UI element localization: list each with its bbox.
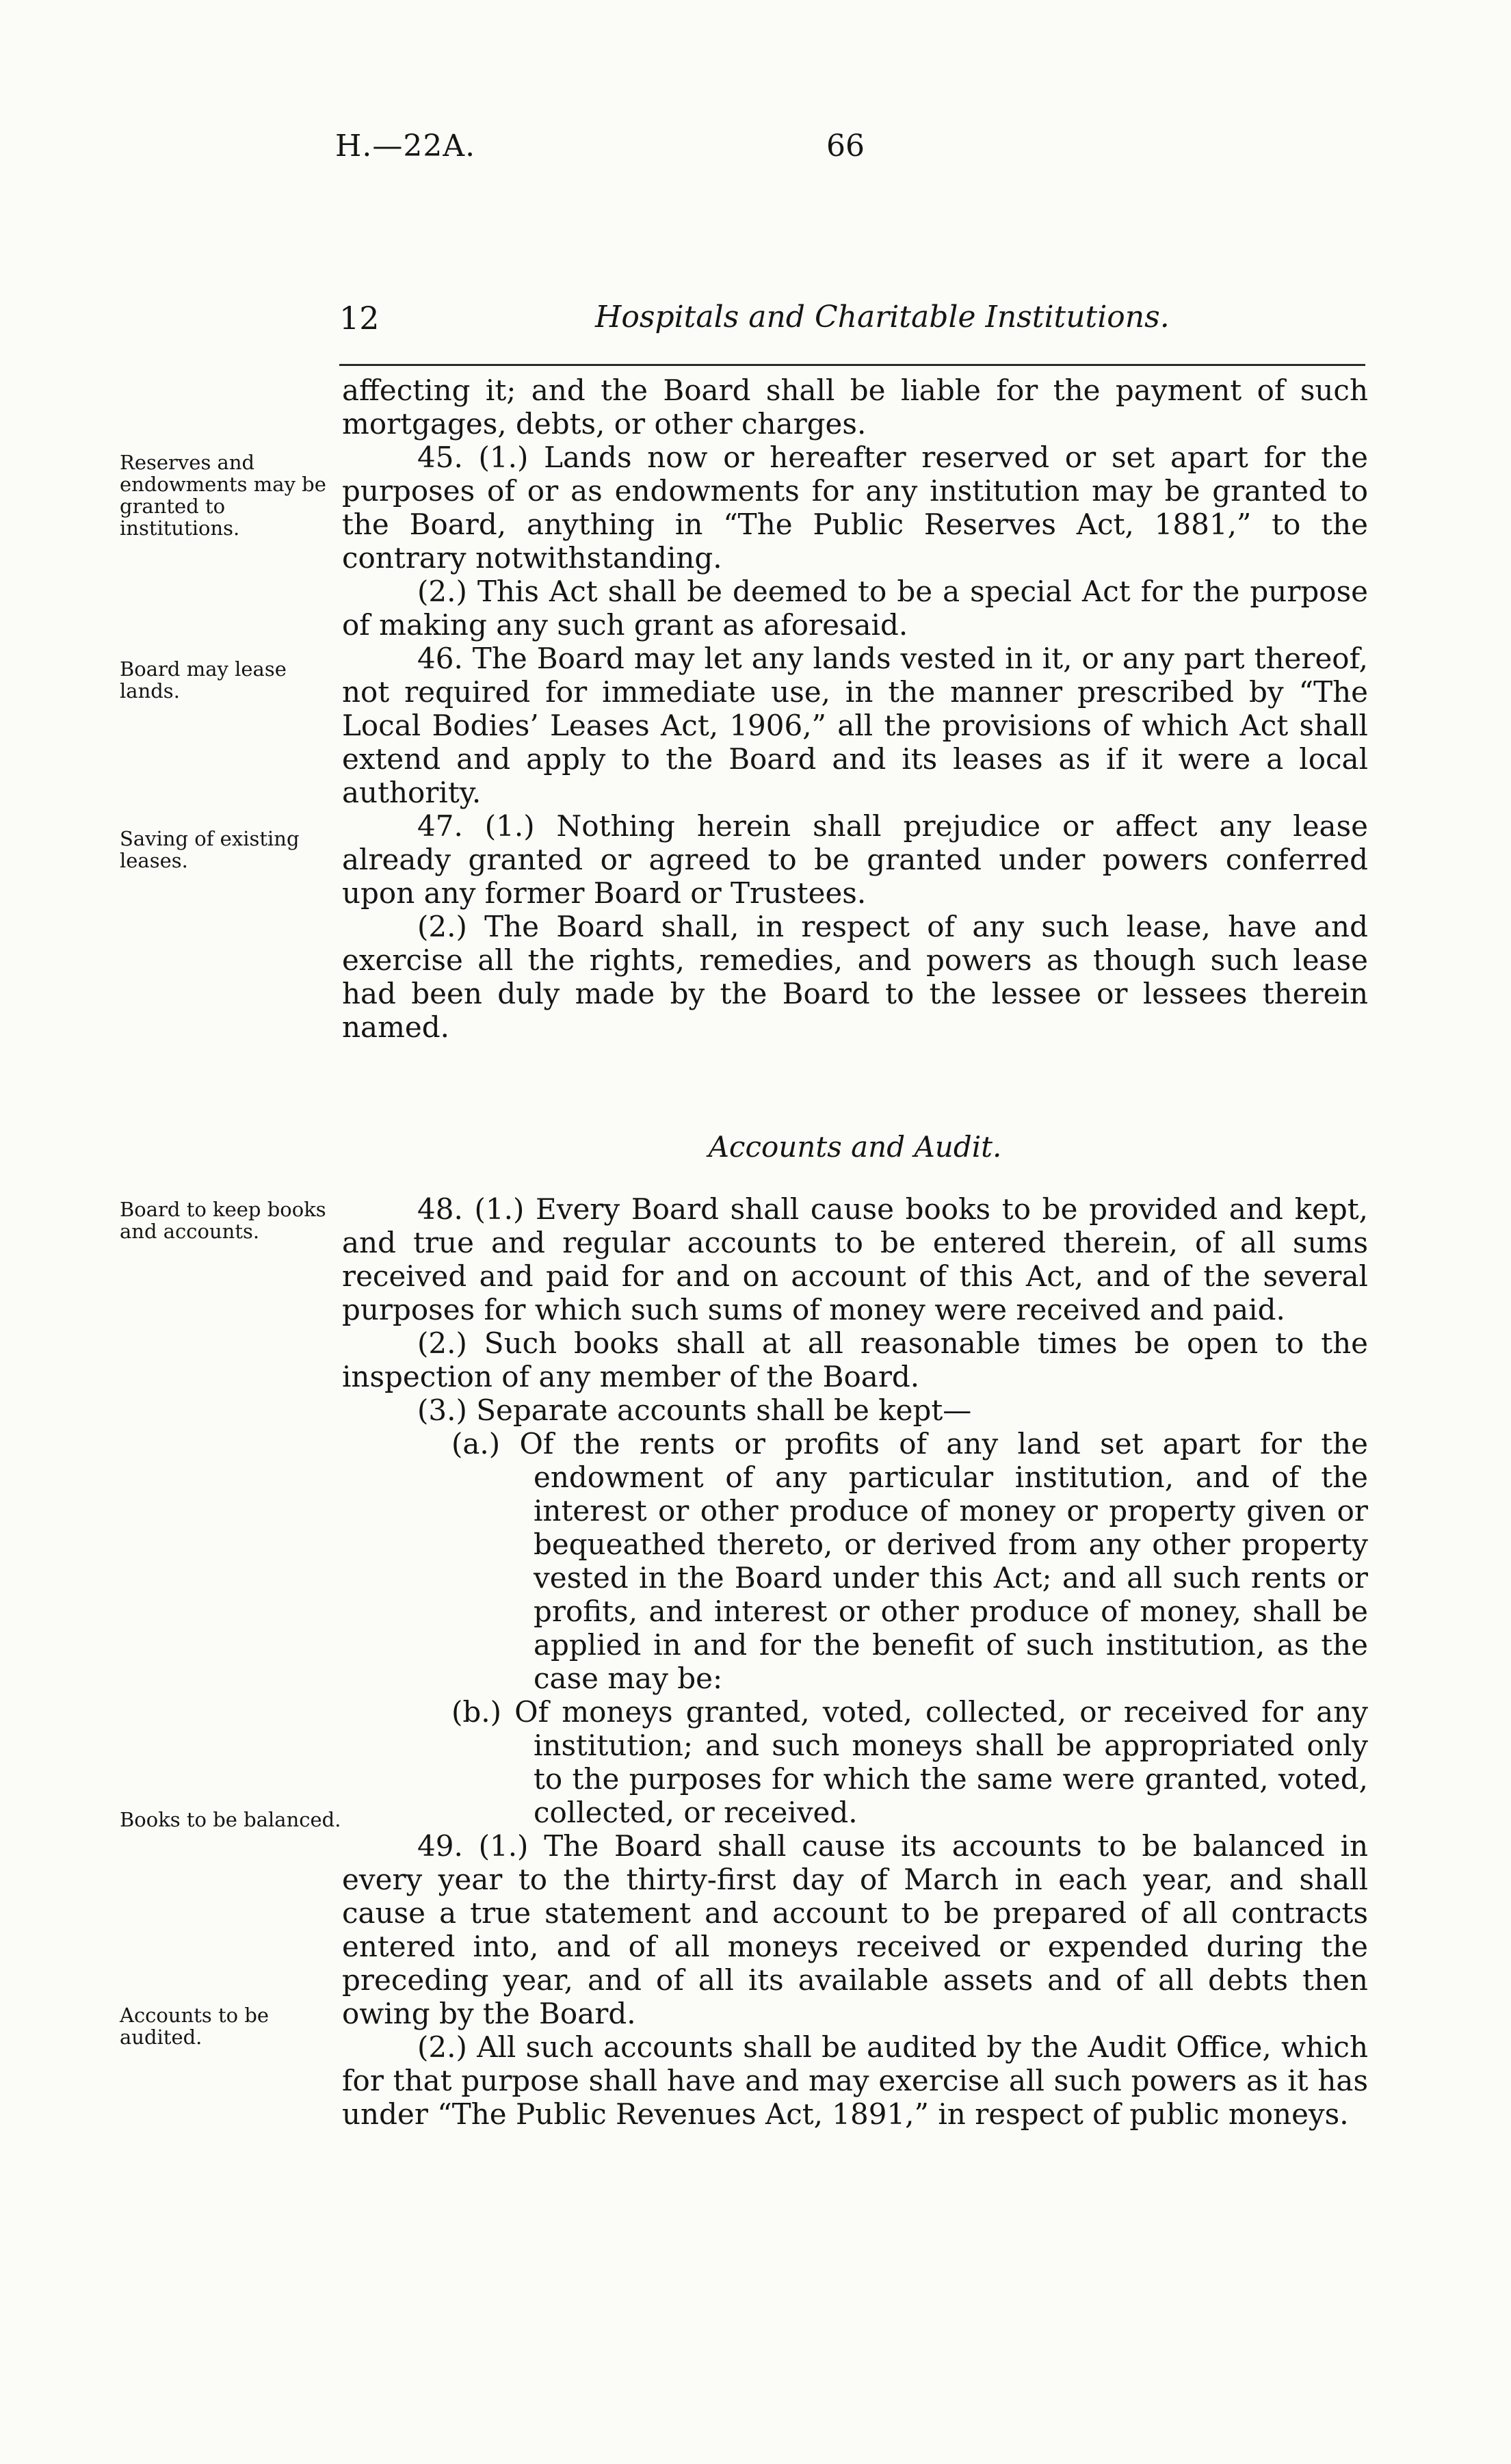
document-reference: H.—22A.	[335, 129, 476, 163]
continuation-paragraph: affecting it; and the Board shall be liable for the payment of such mortgages, debts, or other charges.	[342, 373, 1368, 441]
section-heading-accounts-audit: Accounts and Audit.	[708, 1130, 1002, 1164]
margin-note-books-balanced: Books to be balanced.	[120, 1808, 341, 1831]
section-48-3: (3.) Separate accounts shall be kept—	[417, 1393, 972, 1427]
section-45-1: 45. (1.) Lands now or hereafter reserved or set apart for the purposes of or as endowments for any institution may be granted to the Board, anything in “The Public Reserves Act, 1881,” to the contrary notwithstanding.	[342, 441, 1368, 575]
section-48-1: 48. (1.) Every Board shall cause books to be provided and kept, and true and regular accounts to be entered therein, of all sums received and paid for and on account of this Act, and of the several purposes for which such sums of money were received and paid.	[342, 1192, 1368, 1326]
section-49-2: (2.) All such accounts shall be audited by the Audit Office, which for that purpose shall have and may exercise all such powers as it has under “The Public Revenues Act, 1891,” in respect of public moneys.	[342, 2030, 1368, 2131]
running-title: Hospitals and Charitable Institutions.	[595, 300, 1170, 335]
body-block-top	[342, 373, 1368, 1044]
page-number-top: 66	[826, 129, 865, 163]
section-48-2: (2.) Such books shall at all reasonable times be open to the inspection of any member of the Board.	[342, 1326, 1368, 1393]
margin-note-accounts-audited: Accounts to be audited.	[120, 2004, 270, 2049]
body-block-accounts	[342, 1130, 1368, 2131]
section-48-3-a: (a.) Of the rents or profits of any land set apart for the endowment of any particular institution, and of the interest or other produce of money or property given or bequeathed thereto, or derived from any other property vested in the Board under this Act; and all such rents or profits, and interest or other produce of money, shall be applied in and for the benefit of such institution, as the case may be:	[451, 1427, 1368, 1695]
section-47-2: (2.) The Board shall, in respect of any such lease, have and exercise all the rights, remedies, and powers as though such lease had been duly made by the Board to the lessee or lessees therein named.	[342, 910, 1368, 1044]
header-rule	[339, 364, 1365, 366]
running-page-number: 12	[339, 300, 380, 337]
section-47-1: 47. (1.) Nothing herein shall prejudice or affect any lease already granted or agreed to be granted under powers conferred upon any former Board or Trustees.	[342, 809, 1368, 910]
margin-note-lease-lands: Board may lease lands.	[120, 657, 287, 703]
section-49-1: 49. (1.) The Board shall cause its accounts to be balanced in every year to the thirty-first day of March in each year, and shall cause a true statement and account to be prepared of all contracts entered into, and of all moneys received or expended during the preceding year, and of all its available assets and of all debts then owing by the Board.	[342, 1829, 1368, 2030]
margin-note-keep-books: Board to keep books and accounts.	[120, 1198, 326, 1243]
margin-note-saving-leases: Saving of existing leases.	[120, 827, 300, 872]
margin-note-reserves: Reserves and endowments may be granted to institutions.	[120, 451, 326, 540]
section-48-3-b: (b.) Of moneys granted, voted, collected, or received for any institution; and such moneys shall be appropriated only to the purposes for which the same were granted, voted, collected, or received.	[451, 1695, 1368, 1829]
section-46: 46. The Board may let any lands vested in it, or any part thereof, not required for immediate use, in the manner prescribed by “The Local Bodies’ Leases Act, 1906,” all the provisions of which Act shall extend and apply to the Board and its leases as if it were a local authority.	[342, 642, 1368, 809]
section-45-2: (2.) This Act shall be deemed to be a special Act for the purpose of making any such grant as aforesaid.	[342, 575, 1368, 642]
